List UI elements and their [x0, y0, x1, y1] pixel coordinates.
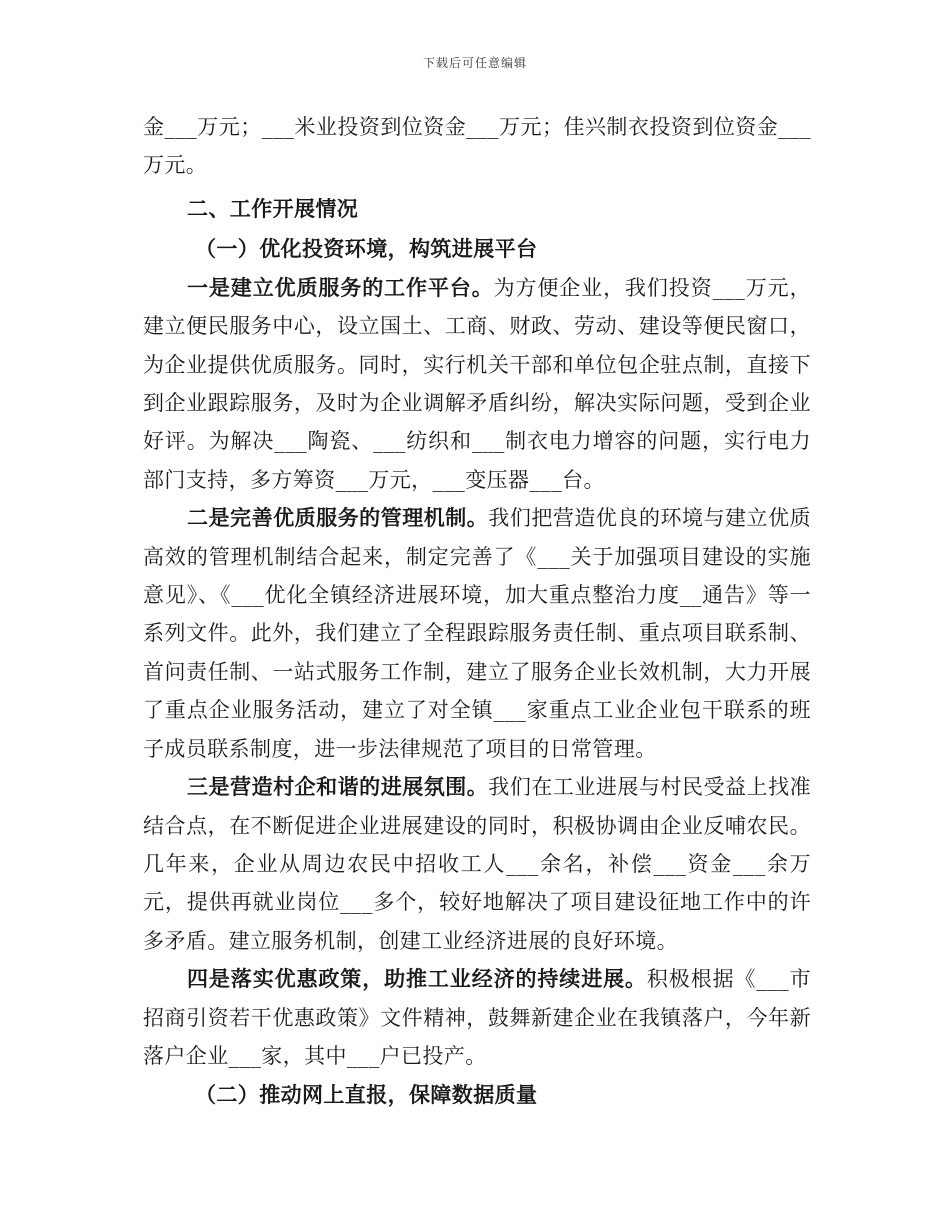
paragraph-4: [143, 960, 811, 1075]
intro-paragraph: 金___万元；___米业投资到位资金___万元；佳兴制衣投资到位资金___万元。: [143, 115, 811, 178]
page-header: 下载后可任意编辑: [422, 56, 527, 70]
document-body: [143, 108, 811, 1115]
paragraph-1-lead: 一是建立优质服务的工作平台。: [187, 274, 494, 300]
subsection-heading-1: （一）优化投资环境，构筑进展平台: [195, 235, 538, 261]
paragraph-3-lead: 三是营造村企和谐的进展氛围。: [187, 774, 489, 800]
paragraph-2-lead: 二是完善优质服务的管理机制。: [187, 505, 489, 531]
paragraph-4-lead: 四是落实优惠政策，助推工业经济的持续进展。: [187, 966, 647, 992]
subsection-heading-2: （二）推动网上直报，保障数据质量: [195, 1082, 538, 1108]
paragraph-4-body: 积极根据《___市招商引资若干优惠政策》文件精神，鼓舞新建企业在我镇落户，今年新落户企业___家，其中___户已投产。: [143, 967, 811, 1068]
paragraph-3-body: 我们在工业进展与村民受益上找准结合点，在不断促进企业进展建设的同时，积极协调由企业反哺农民。几年来，企业从周边农民中招收工人___余名，补偿___资金___余万元，提供再就业岗位___多个，较好地解决了项目建设征地工作中的许多矛盾。建立服务机制，创建工业经济进展的良好环境。: [143, 775, 811, 953]
section-heading: 二、工作开展情况: [187, 195, 359, 221]
paragraph-1: [143, 269, 811, 499]
paragraph-3: [143, 768, 811, 960]
paragraph-2-body: 我们把营造优良的环境与建立优质高效的管理机制结合起来，制定完善了《___关于加强项目建设的实施意见》、《___优化全镇经济进展环境，加大重点整治力度__通告》等一系列文件。此外，我们建立了全程跟踪服务责任制、重点项目联系制、首问责任制、一站式服务工作制，建立了服务企业长效机制，大力开展了重点企业服务活动，建立了对全镇___家重点工业企业包干联系的班子成员联系制度，进一步法律规范了项目的日常管理。: [143, 506, 811, 761]
paragraph-1-body: 为方便企业，我们投资___万元，建立便民服务中心，设立国土、工商、财政、劳动、建设等便民窗口，为企业提供优质服务。同时，实行机关干部和单位包企驻点制，直接下到企业跟踪服务，及时为企业调解矛盾纠纷，解决实际问题，受到企业好评。为解决___陶瓷、___纺织和___制衣电力增容的问题，实行电力部门支持，多方筹资___万元，___变压器___台。: [143, 275, 811, 492]
paragraph-2: [143, 499, 811, 768]
